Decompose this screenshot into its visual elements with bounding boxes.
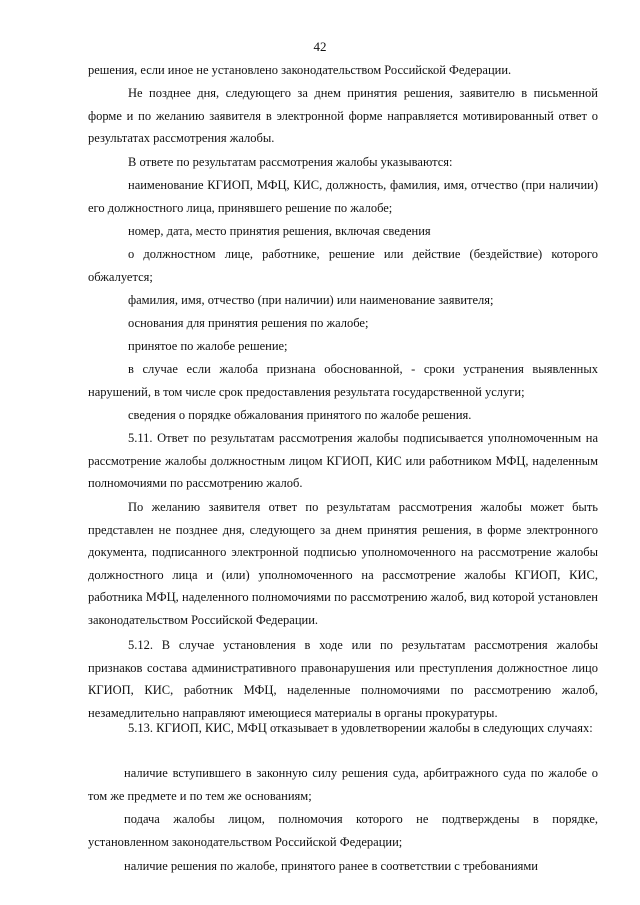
page-number: 42: [313, 39, 327, 54]
paragraph: о должностном лице, работнике, решение или действие (бездействие) которого обжалуется;: [88, 247, 598, 284]
paragraph: 5.13. КГИОП, КИС, МФЦ отказывает в удовлетворении жалобы в следующих случаях:: [128, 721, 593, 735]
paragraph: основания для принятия решения по жалобе;: [128, 316, 369, 330]
paragraph: В ответе по результатам рассмотрения жалобы указываются:: [128, 155, 453, 169]
paragraph: сведения о порядке обжалования принятого по жалобе решения.: [128, 408, 472, 422]
paragraph: фамилия, имя, отчество (при наличии) или наименование заявителя;: [128, 293, 494, 307]
paragraph: в случае если жалоба признана обоснованной, - сроки устранения выявленных нарушений, в том числе срок предоставления результата государственной услуги;: [88, 362, 598, 399]
paragraph: наименование КГИОП, МФЦ, КИС, должность, фамилия, имя, отчество (при наличии) его должностного лица, принявшего решение по жалобе;: [88, 178, 598, 215]
paragraph: наличие вступившего в законную силу решения суда, арбитражного суда по жалобе о том же предмете и по тем же основаниям;: [88, 766, 598, 803]
paragraph: наличие решения по жалобе, принятого ранее в соответствии с требованиями: [124, 859, 538, 873]
paragraph: 5.11. Ответ по результатам рассмотрения жалобы подписывается уполномоченным на рассмотрение жалобы должностным лицом КГИОП, КИС или работником МФЦ, наделенным полномочиями по рассмотрению жалоб.: [88, 431, 598, 490]
paragraph: номер, дата, место принятия решения, включая сведения: [128, 224, 431, 238]
paragraph: Не позднее дня, следующего за днем принятия решения, заявителю в письменной форме и по желанию заявителя в электронной форме направляется мотивированный ответ о результатах рассмотрения жалобы.: [88, 86, 598, 145]
paragraph: подача жалобы лицом, полномочия которого не подтверждены в порядке, установленном законодательством Российской Федерации;: [88, 812, 598, 849]
paragraph: 5.12. В случае установления в ходе или по результатам рассмотрения жалобы признаков состава административного правонарушения или преступления должностное лицо КГИОП, КИС, работник МФЦ, наделенные полномочиями по рассмотрению жалоб, незамедлительно направляют имеющиеся материалы в органы прокуратуры.: [88, 638, 598, 720]
paragraph: По желанию заявителя ответ по результатам рассмотрения жалобы может быть представлен не позднее дня, следующего за днем принятия решения, в форме электронного документа, подписанного электронной подписью уполномоченного на рассмотрение жалобы должностного лица и (или) уполномоченного на рассмотрение жалобы КГИОП, КИС, работника МФЦ, наделенного полномочиями по рассмотрению жалоб, вид которой установлен законодательством Российской Федерации.: [88, 500, 598, 627]
paragraph: решения, если иное не установлено законодательством Российской Федерации.: [88, 63, 512, 77]
paragraph: принятое по жалобе решение;: [128, 339, 288, 353]
